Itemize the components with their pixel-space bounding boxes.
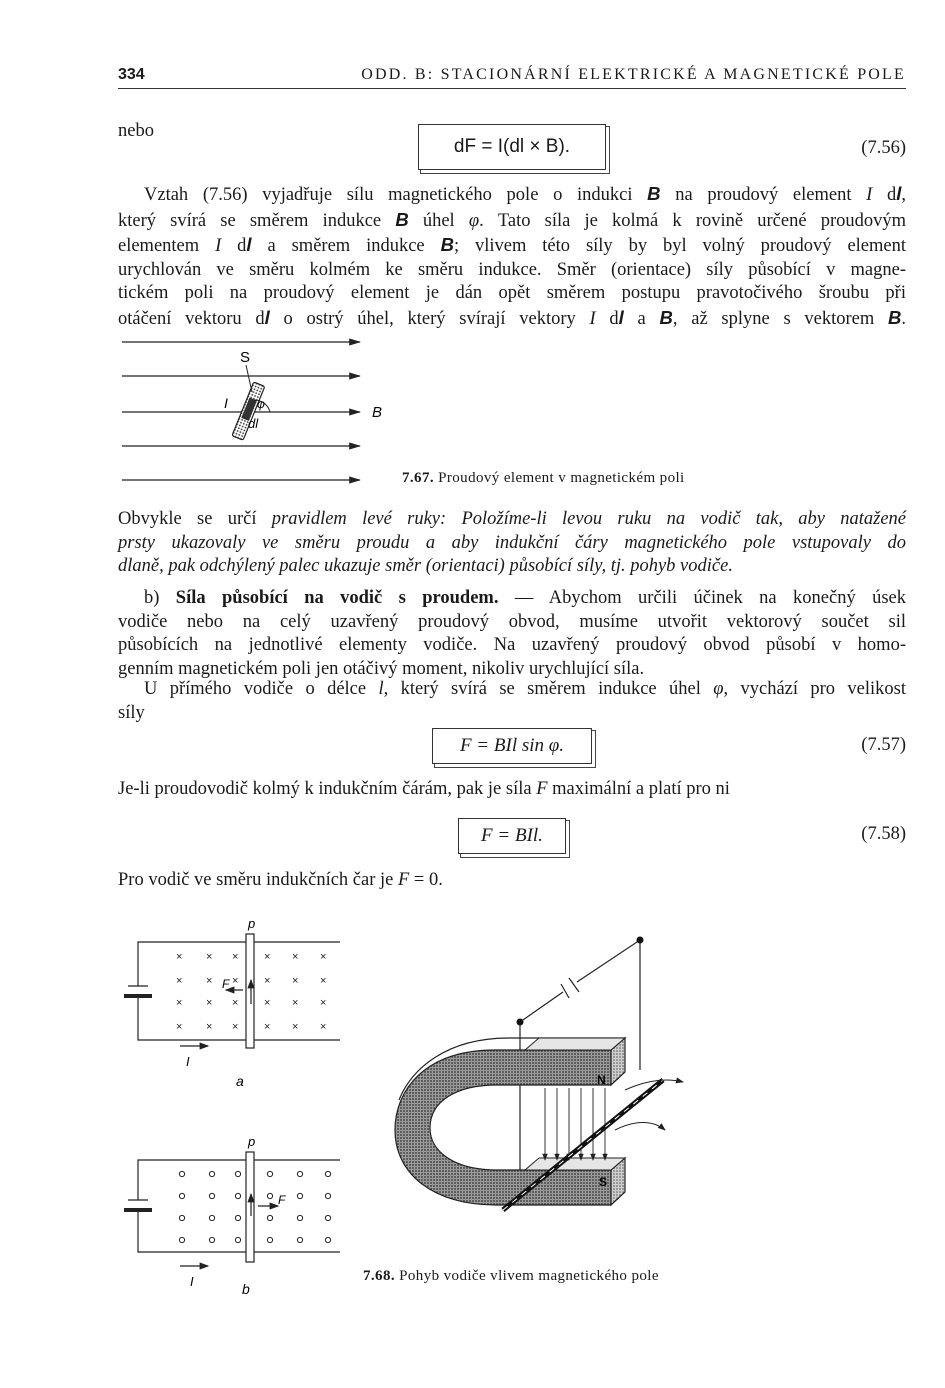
label-S-pole: S [599,1175,608,1189]
svg-text:×: × [292,1021,299,1033]
equation-7-56-number: (7.56) [861,138,906,158]
svg-text:×: × [232,975,239,987]
equation-7-58-number: (7.58) [861,824,906,844]
label-F-b: F [278,1193,286,1207]
svg-text:×: × [232,997,239,1009]
magnet-body [395,1050,611,1205]
label-p-a: p [248,916,256,931]
equation-7-56-formula: dF = I(dl × B). [453,136,571,157]
label-S: S [240,349,251,366]
label-b: b [242,1281,250,1297]
paragraph-force-on-conductor: b) Síla působící na vodič s proudem. — Abychom určili účinek na konečný úsek vodiče nebo na celý uzavřený proudový obvod, musíme utvořit vektorový součet sil působících na jednotlivé elementy vodiče. Na uzavřený proudový obvod působí v homo- genním magnetickém poli jen otáčivý moment, nikoliv urychlující síla. [118,588,906,679]
svg-text:×: × [206,997,213,1009]
label-B: B [372,404,383,421]
svg-text:×: × [232,951,239,963]
svg-text:×: × [264,997,271,1009]
svg-text:×: × [232,1021,239,1033]
paragraph-perpendicular: Je-li proudovodič kolmý k indukčním čárám, pak je síla F maximální a platí pro ni [118,779,730,799]
svg-text:×: × [320,1021,327,1033]
equation-7-58 [458,818,566,854]
svg-text:×: × [292,997,299,1009]
paragraph-left-hand-rule: Obvykle se určí pravidlem levé ruky: Položíme-li levou ruku na vodič tak, aby natažené prsty ukazovaly ve směru proudu a aby indukční čáry magnetického pole vstupovaly do dlaně, pak odchýlený palec ukazuje směr (orientaci) působící síly, tj. pohyb vodiče. [118,509,907,576]
figure-7-67 [118,330,398,490]
caption-7-68: 7.68. Pohyb vodiče vlivem magnetického pole [363,1268,659,1284]
label-phi: φ [257,397,265,411]
running-title: ODD. B: STACIONÁRNÍ ELEKTRICKÉ A MAGNETICKÉ POLE [361,66,906,83]
label-I: I [224,395,228,411]
svg-text:×: × [292,975,299,987]
svg-text:×: × [206,1021,213,1033]
label-dl: dl [248,416,259,431]
svg-text:×: × [292,951,299,963]
equation-7-57-formula: F = BIl sin φ. [459,735,565,756]
nebo-word: nebo [118,121,154,141]
svg-text:×: × [176,997,183,1009]
terminal-right [637,937,644,944]
svg-text:×: × [206,975,213,987]
equation-7-57 [432,728,592,764]
force-S-line [246,365,252,392]
label-F-a: F [222,977,230,991]
label-p-b: p [248,1134,256,1149]
current-element-rod [232,382,265,440]
label-a: a [236,1073,244,1089]
caption-7-67: 7.67. Proudový element v magnetickém poli [402,470,685,486]
paragraph-force-on-element: Vztah (7.56) vyjadřuje sílu magnetického pole o indukci B na proudový element I dl, který svírá se směrem indukce B úhel φ. Tato síla je kolmá k rovině určené proudovým elementem I dl a směrem indukce B; vlivem této síly by byl volný proudový element urychlován ve směru kolmém ke směru indukce. Směr (orientace) síly působící v magne- tickém poli na proudový element je dán opět směrem postupu pravotočivého šroubu při otáčení vektoru dl o ostrý úhel, který svírají vektory I dl a B, až splyne s vektorem B. [118,183,907,329]
svg-text:×: × [176,1021,183,1033]
svg-text:×: × [176,951,183,963]
equation-7-58-formula: F = BIl. [481,825,543,846]
svg-text:×: × [206,951,213,963]
running-header [118,62,906,89]
page-number: 334 [118,66,145,83]
paragraph-straight-conductor: U přímého vodiče o délce l, který svírá se směrem indukce úhel φ, vychází pro velikost síly [118,679,906,723]
equation-7-56 [418,124,606,170]
paragraph-parallel: Pro vodič ve směru indukčních čar je F = 0. [118,870,443,890]
figure-7-68-circuits [118,910,358,1310]
svg-text:×: × [176,975,183,987]
dots-b [179,1171,330,1242]
svg-text:×: × [320,951,327,963]
circuit-b [124,1152,340,1266]
equation-7-57-number: (7.57) [861,735,906,755]
figure-7-68-magnet [385,930,705,1250]
svg-text:×: × [264,951,271,963]
svg-text:×: × [264,975,271,987]
label-N: N [597,1073,606,1087]
label-I-b: I [190,1274,194,1289]
svg-text:×: × [320,975,327,987]
svg-text:×: × [320,997,327,1009]
svg-text:×: × [264,1021,271,1033]
label-I-a: I [186,1054,190,1069]
terminal-left [517,1019,524,1026]
